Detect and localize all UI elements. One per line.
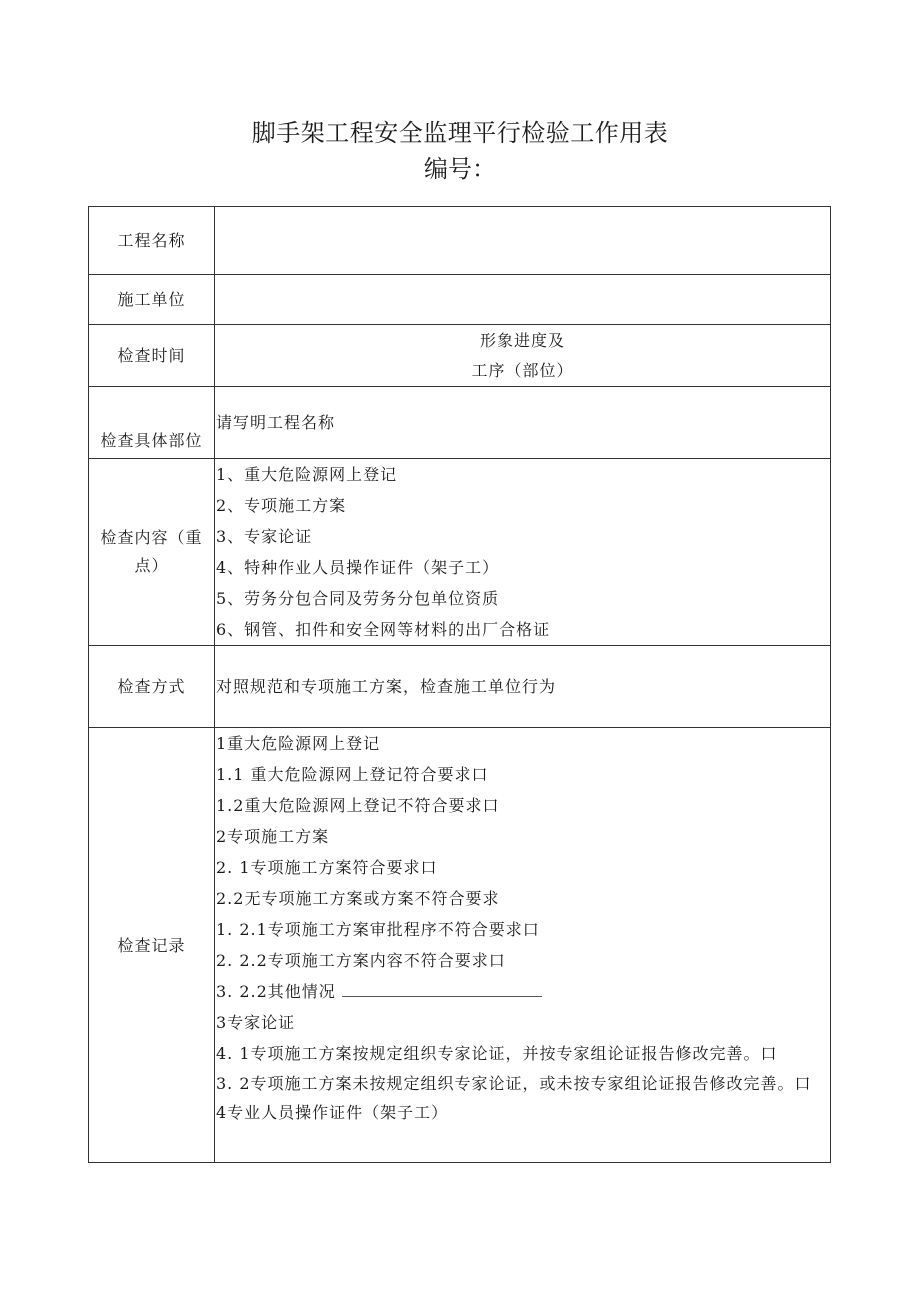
progress-label-line2: 工序（部位） — [471, 360, 574, 380]
record-heading: 1重大危险源网上登记 — [216, 734, 381, 753]
content-item: 6、钢管、扣件和安全网等材料的出厂合格证 — [216, 620, 551, 639]
check-location-label: 检查具体部位 — [89, 387, 215, 459]
other-situation-blank[interactable] — [342, 982, 542, 997]
check-method-value: 对照规范和专项施工方案，检查施工单位行为 — [215, 646, 831, 728]
row-construction-unit — [89, 275, 831, 325]
document-title: 脚手架工程安全监理平行检验工作用表 — [251, 119, 669, 147]
record-checkbox-item[interactable]: 4. 1专项施工方案按规定组织专家论证，并按专家组论证报告修改完善。口 — [216, 1044, 778, 1063]
row-check-method — [89, 646, 831, 728]
check-content-list — [215, 459, 831, 646]
check-location-field[interactable] — [215, 387, 831, 459]
record-heading: 4专业人员操作证件（架子工） — [216, 1103, 449, 1122]
content-item: 1、重大危险源网上登记 — [216, 465, 398, 484]
row-check-content — [89, 459, 831, 646]
content-item: 5、劳务分包合同及劳务分包单位资质 — [216, 589, 500, 608]
check-location-value: 请写明工程名称 — [216, 413, 336, 432]
check-content-label: 检查内容（重点） — [89, 459, 215, 646]
content-item: 2、专项施工方案 — [216, 496, 347, 515]
record-heading: 3专家论证 — [216, 1013, 296, 1032]
project-name-label: 工程名称 — [89, 207, 215, 275]
row-check-location — [89, 387, 831, 459]
record-other-label: 3. 2.2其他情况 — [216, 982, 336, 1001]
project-name-field[interactable] — [215, 207, 831, 275]
document-number-label: 编号： — [424, 155, 496, 183]
check-record-list — [215, 728, 831, 1163]
construction-unit-field[interactable] — [215, 275, 831, 325]
record-checkbox-item[interactable]: 2. 2.2专项施工方案内容不符合要求口 — [216, 951, 506, 970]
inspection-form-table — [88, 206, 831, 1163]
construction-unit-label: 施工单位 — [89, 275, 215, 325]
record-heading: 2专项施工方案 — [216, 827, 330, 846]
row-check-time — [89, 325, 831, 387]
record-subheading: 2.2无专项施工方案或方案不符合要求 — [216, 889, 500, 908]
check-record-label: 检查记录 — [89, 728, 215, 1163]
row-check-record — [89, 728, 831, 1163]
check-time-label: 检查时间 — [89, 325, 215, 387]
content-item: 4、特种作业人员操作证件（架子工） — [216, 558, 500, 577]
record-checkbox-item[interactable]: 3. 2专项施工方案未按规定组织专家论证，或未按专家组论证报告修改完善。口 — [216, 1074, 812, 1093]
record-checkbox-item[interactable]: 1.2重大危险源网上登记不符合要求口 — [216, 796, 500, 815]
check-method-label: 检查方式 — [89, 646, 215, 728]
progress-field[interactable] — [215, 325, 831, 387]
record-checkbox-item[interactable]: 1.1 重大危险源网上登记符合要求口 — [216, 765, 489, 784]
row-project-name — [89, 207, 831, 275]
progress-label-line1: 形象进度及 — [479, 330, 565, 350]
record-other-situation — [216, 976, 818, 1007]
record-checkbox-item[interactable]: 1. 2.1专项施工方案审批程序不符合要求口 — [216, 920, 540, 939]
content-item: 3、专家论证 — [216, 527, 313, 546]
record-checkbox-item[interactable]: 2. 1专项施工方案符合要求口 — [216, 858, 438, 877]
